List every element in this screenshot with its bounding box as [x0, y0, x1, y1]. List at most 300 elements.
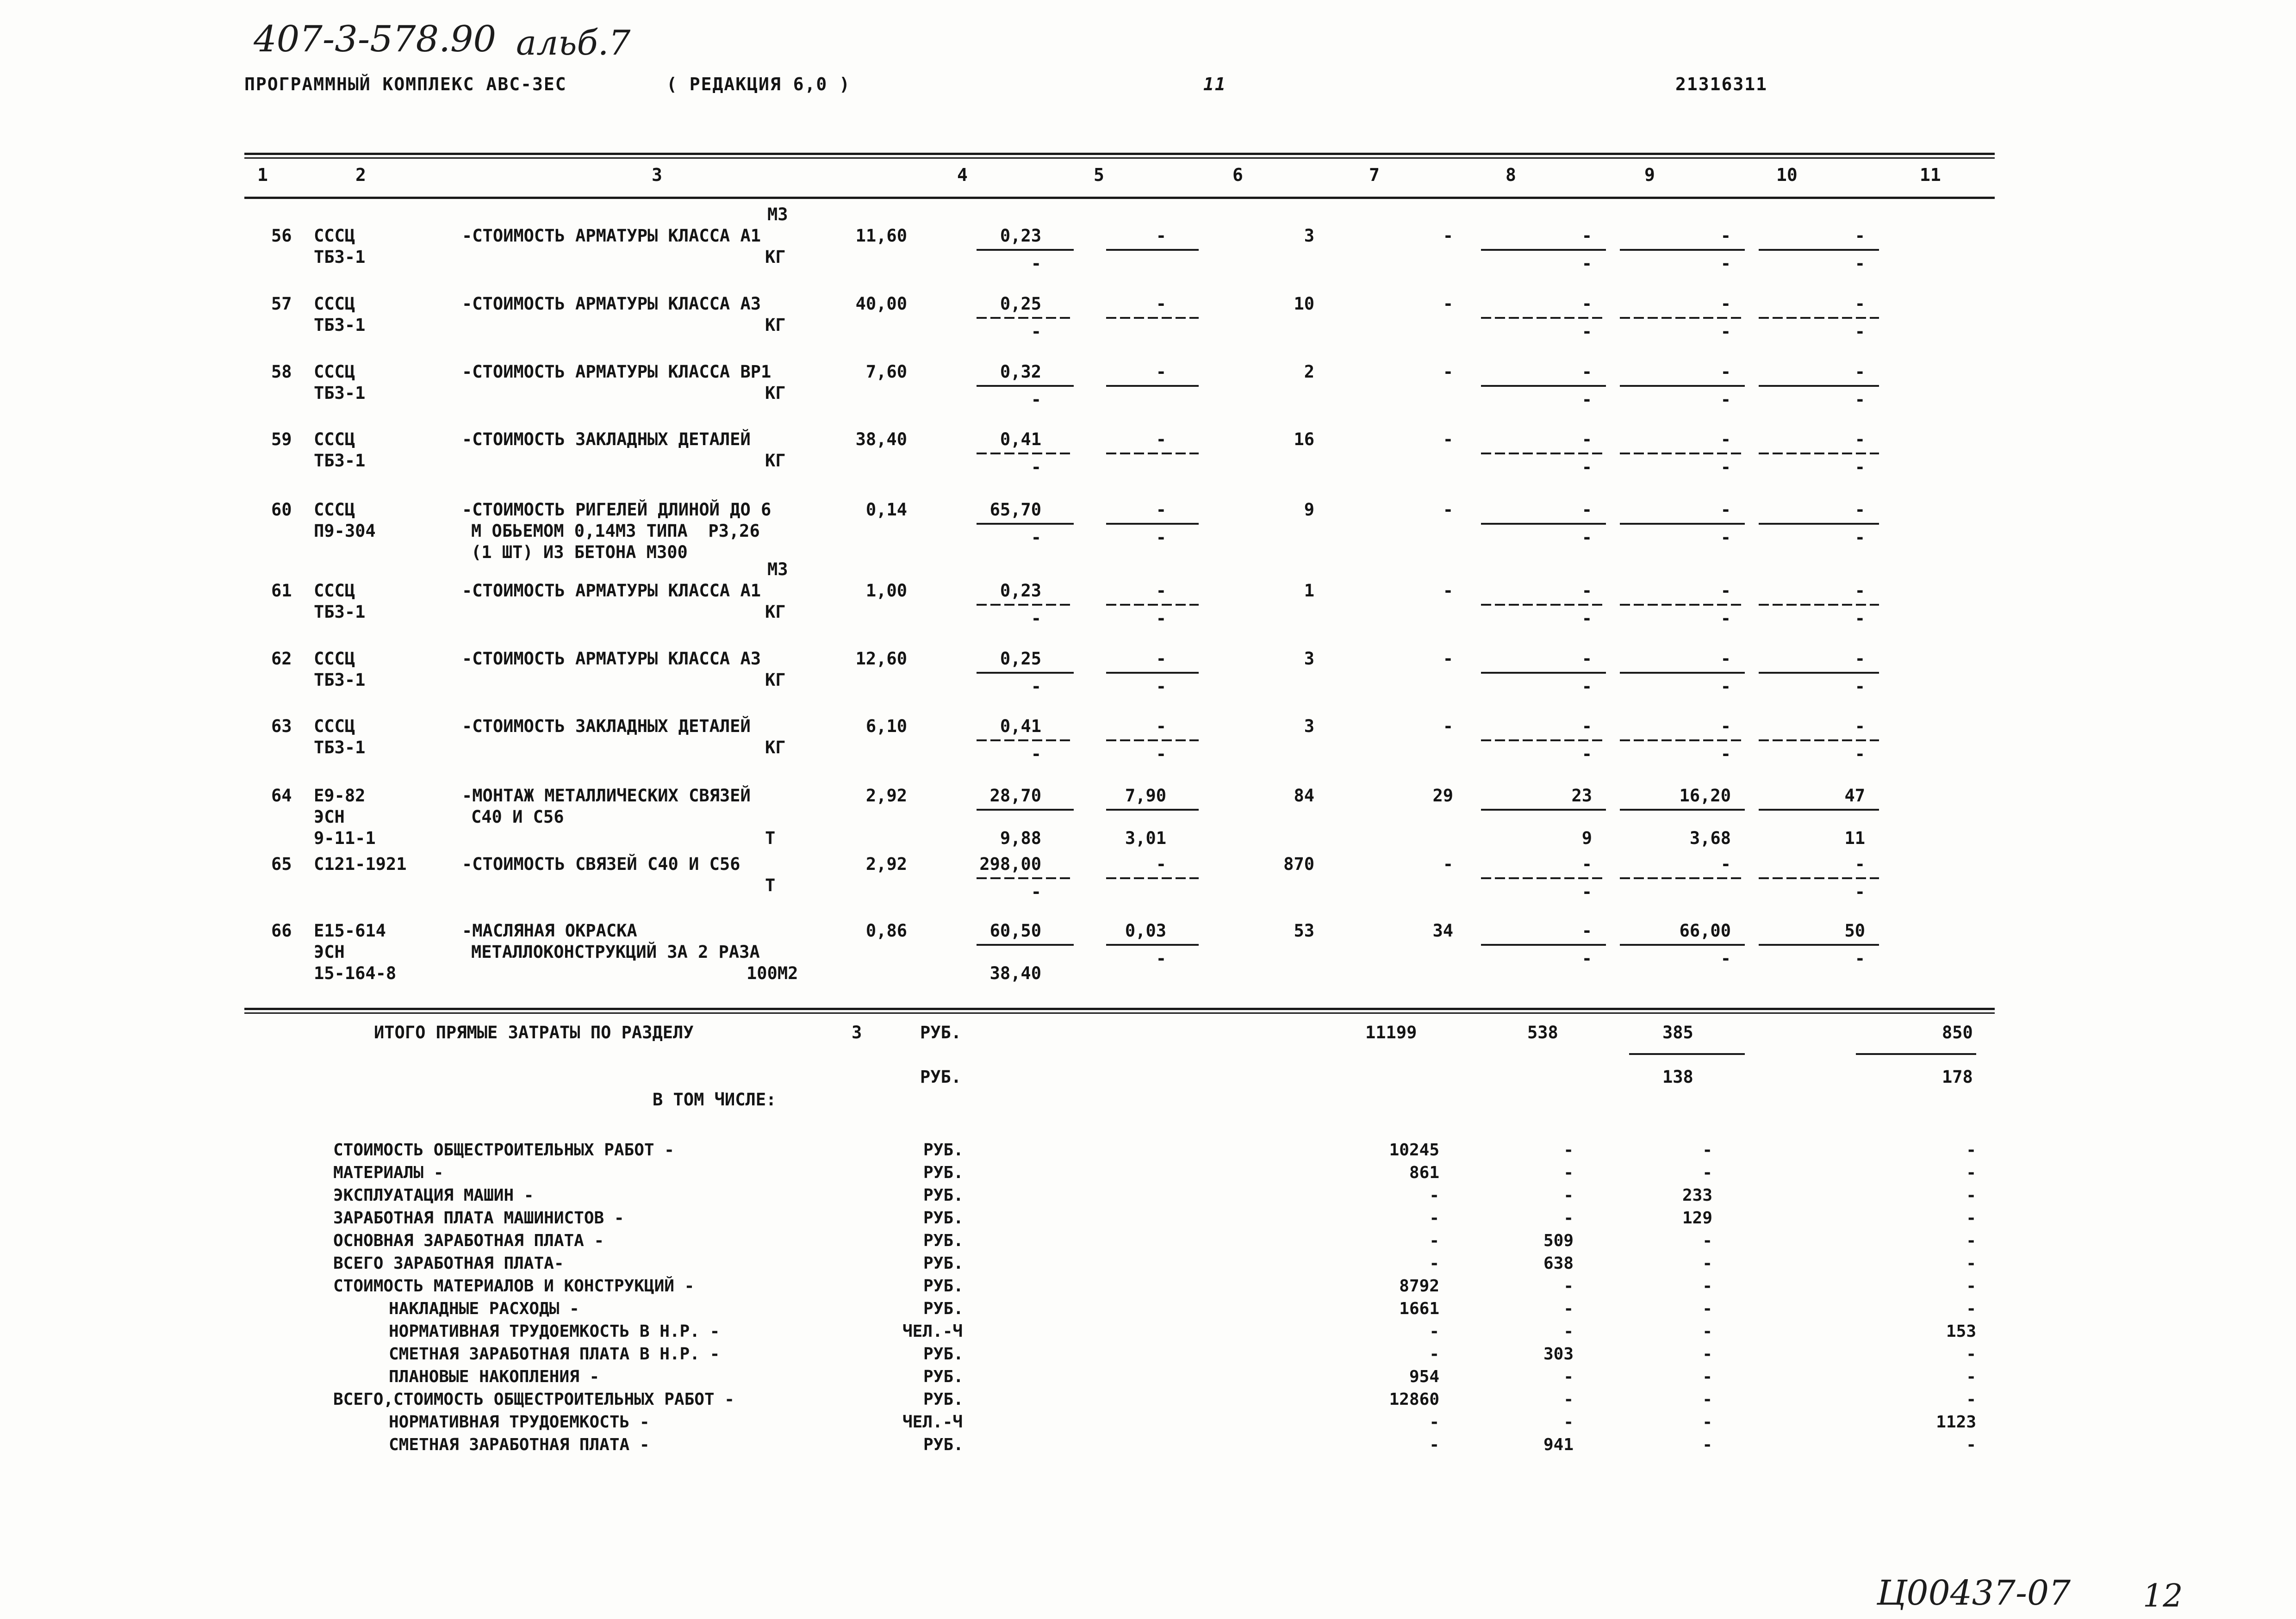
- row-c9-rule: [1481, 944, 1606, 946]
- row-c11b: -: [1854, 949, 1865, 968]
- summary-c11: 153: [1946, 1322, 1976, 1341]
- row-c5-rule: [977, 809, 1074, 811]
- summary-unit: ЧЕЛ.-Ч: [902, 1322, 963, 1341]
- row-c11b: -: [1854, 676, 1865, 696]
- summary-c8: -: [1563, 1322, 1574, 1341]
- summary-label: НОРМАТИВНАЯ ТРУДОЕМКОСТЬ В Н.Р. -: [389, 1322, 720, 1341]
- row-code: СССЦ: [314, 716, 355, 736]
- program-title: ПРОГРАММНЫЙ КОМПЛЕКС АВС-3ЕС: [244, 74, 567, 94]
- row-code: С121-1921: [314, 854, 407, 874]
- row-c6-rule: [1106, 523, 1199, 525]
- row-c6: -: [1156, 716, 1166, 736]
- row-c11-rule: [1759, 453, 1879, 454]
- row-c7: 84: [1294, 786, 1314, 806]
- summary-c9: 233: [1682, 1186, 1712, 1205]
- edition-label: ( РЕДАКЦИЯ 6,0 ): [666, 74, 851, 94]
- row-unit: КГ: [765, 247, 786, 267]
- totals-label: ИТОГО ПРЯМЫЕ ЗАТРАТЫ ПО РАЗДЕЛУ: [374, 1023, 694, 1042]
- row-c4: 40,00: [855, 294, 907, 314]
- summary-c7: 8792: [1399, 1277, 1439, 1296]
- row-c10: -: [1720, 429, 1731, 449]
- row-c9: -: [1581, 362, 1592, 382]
- row-c11-rule: [1759, 317, 1879, 319]
- row-c11: -: [1854, 294, 1865, 314]
- row-c10: -: [1720, 581, 1731, 601]
- row-description: -СТОИМОСТЬ АРМАТУРЫ КЛАССА ВР1: [462, 362, 772, 382]
- row-c5: 0,23: [1000, 226, 1041, 246]
- row-c5-rule: [977, 739, 1074, 741]
- row-c9b: -: [1581, 608, 1592, 628]
- row-c5b: 38,40: [989, 963, 1041, 983]
- summary-c8: 941: [1543, 1435, 1574, 1454]
- row-c6: -: [1156, 294, 1166, 314]
- summary-c9: -: [1702, 1141, 1712, 1160]
- row-c9-rule: [1481, 809, 1606, 811]
- row-c9b: -: [1581, 457, 1592, 477]
- summary-c11: -: [1966, 1277, 1976, 1296]
- row-c10: -: [1720, 716, 1731, 736]
- row-c4: 38,40: [855, 429, 907, 449]
- summary-label: ОСНОВНАЯ ЗАРАБОТНАЯ ПЛАТА -: [333, 1231, 604, 1250]
- row-description: -СТОИМОСТЬ ЗАКЛАДНЫХ ДЕТАЛЕЙ: [462, 716, 751, 736]
- row-c10: 66,00: [1679, 921, 1731, 941]
- summary-unit: РУБ.: [923, 1299, 964, 1318]
- summary-c8: -: [1563, 1141, 1574, 1160]
- sheet-number: 11: [1203, 74, 1226, 94]
- row-c8: -: [1443, 649, 1453, 669]
- summary-unit: РУБ.: [923, 1231, 964, 1250]
- table-bottom-rule-2: [244, 1012, 1995, 1014]
- row-c7: 3: [1304, 716, 1314, 736]
- summary-c11: -: [1966, 1367, 1976, 1386]
- summary-c11: -: [1966, 1186, 1976, 1205]
- row-c11b: -: [1854, 527, 1865, 547]
- col-8: 8: [1506, 165, 1516, 185]
- row-c7: 9: [1304, 500, 1314, 520]
- row-c10: -: [1720, 649, 1731, 669]
- row-c4: 0,14: [865, 500, 907, 520]
- row-code-secondary: ТБЗ-1: [314, 315, 366, 335]
- totals-c11b: 178: [1942, 1067, 1973, 1087]
- row-c9b: -: [1581, 882, 1592, 902]
- row-c9b: -: [1581, 390, 1592, 409]
- row-c4: 6,10: [865, 716, 907, 736]
- row-c10b: -: [1720, 457, 1731, 477]
- summary-c11: -: [1966, 1345, 1976, 1364]
- row-c9: -: [1581, 716, 1592, 736]
- summary-label: ВСЕГО ЗАРАБОТНАЯ ПЛАТА-: [333, 1254, 564, 1273]
- summary-c9: -: [1702, 1322, 1712, 1341]
- row-c10-rule: [1620, 672, 1745, 674]
- row-number: 64: [271, 786, 292, 806]
- row-c8: -: [1443, 429, 1453, 449]
- row-c11-rule: [1759, 739, 1879, 741]
- row-c9-rule: [1481, 453, 1606, 454]
- row-number: 58: [271, 362, 292, 382]
- row-c5-rule: [977, 672, 1074, 674]
- summary-c8: -: [1563, 1163, 1574, 1182]
- row-c8: 29: [1432, 786, 1453, 806]
- totals-c7: 11199: [1365, 1023, 1417, 1042]
- row-c10b: -: [1720, 676, 1731, 696]
- row-c6b: -: [1156, 527, 1166, 547]
- summary-c11: -: [1966, 1435, 1976, 1454]
- row-c10-rule: [1620, 739, 1745, 741]
- summary-c8: 303: [1543, 1345, 1574, 1364]
- row-c4: 12,60: [855, 649, 907, 669]
- summary-c9: -: [1702, 1231, 1712, 1250]
- row-code-tertiary: 15-164-8: [314, 963, 397, 983]
- row-c9: -: [1581, 226, 1592, 246]
- summary-label: ПЛАНОВЫЕ НАКОПЛЕНИЯ -: [389, 1367, 600, 1386]
- row-description: -СТОИМОСТЬ АРМАТУРЫ КЛАССА А1: [462, 581, 761, 601]
- row-c8: -: [1443, 294, 1453, 314]
- row-c6-rule: [1106, 877, 1199, 879]
- row-c8: -: [1443, 362, 1453, 382]
- row-c10b: -: [1720, 254, 1731, 273]
- row-c5: 0,23: [1000, 581, 1041, 601]
- row-c11: -: [1854, 716, 1865, 736]
- row-description: -МАСЛЯНАЯ ОКРАСКА: [462, 921, 637, 941]
- row-c6: 0,03: [1125, 921, 1166, 941]
- col-4: 4: [957, 165, 968, 185]
- col-11: 11: [1920, 165, 1941, 185]
- row-c11b: 11: [1844, 828, 1865, 848]
- row-c4: 0,86: [865, 921, 907, 941]
- row-code: СССЦ: [314, 581, 355, 601]
- row-c6: -: [1156, 581, 1166, 601]
- row-c6: 7,90: [1125, 786, 1166, 806]
- row-unit: Т: [765, 828, 776, 848]
- row-c6b: -: [1156, 949, 1166, 968]
- document-number: 21316311: [1675, 74, 1768, 94]
- summary-c7: -: [1429, 1435, 1439, 1454]
- summary-label: НАКЛАДНЫЕ РАСХОДЫ -: [389, 1299, 579, 1318]
- row-c11-rule: [1759, 672, 1879, 674]
- row-c11-rule: [1759, 385, 1879, 387]
- row-c9b: -: [1581, 949, 1592, 968]
- handwritten-page-number: 12: [2143, 1578, 2183, 1614]
- row-c7: 3: [1304, 226, 1314, 246]
- row-c11-rule: [1759, 604, 1879, 606]
- table-row: [244, 205, 1995, 295]
- summary-c9: -: [1702, 1345, 1712, 1364]
- row-c5-rule: [977, 317, 1074, 319]
- row-c11: 47: [1844, 786, 1865, 806]
- row-c6: -: [1156, 500, 1166, 520]
- row-c10: -: [1720, 226, 1731, 246]
- summary-unit: РУБ.: [923, 1186, 964, 1205]
- row-c7: 53: [1294, 921, 1314, 941]
- row-c7: 16: [1294, 429, 1314, 449]
- table-bottom-rule: [244, 1008, 1995, 1010]
- col-2: 2: [355, 165, 366, 185]
- row-c11b: -: [1854, 322, 1865, 341]
- summary-c7: -: [1429, 1231, 1439, 1250]
- row-c10: -: [1720, 854, 1731, 874]
- summary-c11: -: [1966, 1231, 1976, 1250]
- row-c5-rule: [977, 944, 1074, 946]
- row-c9-rule: [1481, 317, 1606, 319]
- row-c10: -: [1720, 294, 1731, 314]
- row-c4: 11,60: [855, 226, 907, 246]
- summary-c11: -: [1966, 1141, 1976, 1160]
- summary-c9: -: [1702, 1277, 1712, 1296]
- row-c9: -: [1581, 429, 1592, 449]
- summary-unit: РУБ.: [923, 1163, 964, 1182]
- row-c6-rule: [1106, 317, 1199, 319]
- row-c5b: -: [1031, 390, 1041, 409]
- row-c11-rule: [1759, 809, 1879, 811]
- row-code-secondary: ТБЗ-1: [314, 738, 366, 757]
- totals-c9b: 138: [1662, 1067, 1693, 1087]
- summary-label: НОРМАТИВНАЯ ТРУДОЕМКОСТЬ -: [389, 1413, 650, 1432]
- row-c5-rule: [977, 877, 1074, 879]
- row-c9-rule: [1481, 877, 1606, 879]
- col-7: 7: [1369, 165, 1380, 185]
- totals-unit-2: РУБ.: [920, 1067, 962, 1087]
- row-c9-rule: [1481, 385, 1606, 387]
- handwritten-bottom-code: Ц00437-07: [1877, 1573, 2071, 1613]
- summary-c9: 129: [1682, 1209, 1712, 1228]
- summary-c9: -: [1702, 1163, 1712, 1182]
- row-code-secondary: П9-304: [314, 521, 376, 541]
- row-c5: 0,25: [1000, 294, 1041, 314]
- row-c10-rule: [1620, 249, 1745, 251]
- summary-label: СМЕТНАЯ ЗАРАБОТНАЯ ПЛАТА В Н.Р. -: [389, 1345, 720, 1364]
- row-c10-rule: [1620, 604, 1745, 606]
- row-unit: 100М2: [747, 963, 798, 983]
- row-c5b: -: [1031, 527, 1041, 547]
- row-c5b: -: [1031, 322, 1041, 341]
- summary-c7: -: [1429, 1345, 1439, 1364]
- row-c10-rule: [1620, 523, 1745, 525]
- row-c11: -: [1854, 226, 1865, 246]
- row-number: 65: [271, 854, 292, 874]
- row-c10b: -: [1720, 949, 1731, 968]
- row-code: СССЦ: [314, 362, 355, 382]
- row-c7: 870: [1283, 854, 1314, 874]
- summary-c7: 12860: [1389, 1390, 1439, 1409]
- row-c8: -: [1443, 226, 1453, 246]
- summary-unit: РУБ.: [923, 1209, 964, 1228]
- row-c9b: -: [1581, 322, 1592, 341]
- summary-label: МАТЕРИАЛЫ -: [333, 1163, 444, 1182]
- table-row: [244, 786, 1995, 855]
- summary-c7: -: [1429, 1209, 1439, 1228]
- row-number: 60: [271, 500, 292, 520]
- summary-c8: -: [1563, 1277, 1574, 1296]
- row-c5: 28,70: [989, 786, 1041, 806]
- row-description: М ОБЬЕМОМ 0,14М3 ТИПА Р3,26: [471, 521, 760, 541]
- row-c6-rule: [1106, 604, 1199, 606]
- row-c5b: -: [1031, 254, 1041, 273]
- summary-c8: 509: [1543, 1231, 1574, 1250]
- table-row: [244, 559, 1995, 650]
- row-c4: 7,60: [865, 362, 907, 382]
- row-code-tertiary: 9-11-1: [314, 828, 376, 848]
- row-c5b: -: [1031, 457, 1041, 477]
- row-c9-rule: [1481, 672, 1606, 674]
- totals-c8: 538: [1527, 1023, 1558, 1042]
- row-c10-rule: [1620, 877, 1745, 879]
- row-number: 61: [271, 581, 292, 601]
- row-c11b: -: [1854, 882, 1865, 902]
- row-c5-rule: [977, 249, 1074, 251]
- row-unit: КГ: [765, 670, 786, 690]
- row-description: -СТОИМОСТЬ ЗАКЛАДНЫХ ДЕТАЛЕЙ: [462, 429, 751, 449]
- row-c10b: -: [1720, 322, 1731, 341]
- row-c11b: -: [1854, 457, 1865, 477]
- row-c9: -: [1581, 921, 1592, 941]
- row-code: СССЦ: [314, 226, 355, 246]
- row-c9b: -: [1581, 527, 1592, 547]
- row-c6b: -: [1156, 608, 1166, 628]
- table-row: [244, 294, 1995, 363]
- row-code: СССЦ: [314, 649, 355, 669]
- summary-unit: РУБ.: [923, 1435, 964, 1454]
- row-c11b: -: [1854, 254, 1865, 273]
- summary-unit: РУБ.: [923, 1277, 964, 1296]
- row-c9: -: [1581, 649, 1592, 669]
- summary-c7: 861: [1409, 1163, 1439, 1182]
- summary-c9: -: [1702, 1367, 1712, 1386]
- row-description: -СТОИМОСТЬ АРМАТУРЫ КЛАССА А1: [462, 226, 761, 246]
- row-c9: -: [1581, 294, 1592, 314]
- row-c5: 65,70: [989, 500, 1041, 520]
- row-c6-rule: [1106, 672, 1199, 674]
- row-c11-rule: [1759, 249, 1879, 251]
- summary-c8: -: [1563, 1390, 1574, 1409]
- row-c6-rule: [1106, 944, 1199, 946]
- row-c10b: -: [1720, 390, 1731, 409]
- row-description: С40 И С56: [471, 807, 564, 827]
- totals-section: 3: [852, 1023, 862, 1042]
- row-c5-rule: [977, 604, 1074, 606]
- row-c5: 0,41: [1000, 716, 1041, 736]
- row-c6-rule: [1106, 385, 1199, 387]
- row-c7: 2: [1304, 362, 1314, 382]
- totals-c9: 385: [1662, 1023, 1693, 1042]
- row-c9b: -: [1581, 744, 1592, 764]
- row-c5-rule: [977, 385, 1074, 387]
- summary-c7: -: [1429, 1413, 1439, 1432]
- row-c6-rule: [1106, 809, 1199, 811]
- row-description: -МОНТАЖ МЕТАЛЛИЧЕСКИХ СВЯЗЕЙ: [462, 786, 751, 806]
- row-unit: КГ: [765, 602, 786, 622]
- table-row: [244, 500, 1995, 569]
- col-5: 5: [1094, 165, 1104, 185]
- row-c10-rule: [1620, 317, 1745, 319]
- in-total-label: В ТОМ ЧИСЛЕ:: [653, 1090, 777, 1110]
- summary-c7: 10245: [1389, 1141, 1439, 1160]
- summary-c11: -: [1966, 1390, 1976, 1409]
- row-description: -СТОИМОСТЬ РИГЕЛЕЙ ДЛИНОЙ ДО 6: [462, 500, 772, 520]
- row-description: МЕТАЛЛОКОНСТРУКЦИЙ ЗА 2 РАЗА: [471, 942, 760, 962]
- row-c7: 1: [1304, 581, 1314, 601]
- row-number: 57: [271, 294, 292, 314]
- table-row: [244, 429, 1995, 499]
- summary-c7: -: [1429, 1186, 1439, 1205]
- totals-c11-rule: [1856, 1053, 1976, 1055]
- row-number: 56: [271, 226, 292, 246]
- row-number: 62: [271, 649, 292, 669]
- summary-c11: -: [1966, 1254, 1976, 1273]
- row-c5: 0,25: [1000, 649, 1041, 669]
- row-c5-rule: [977, 453, 1074, 454]
- row-c6-rule: [1106, 249, 1199, 251]
- summary-c8: -: [1563, 1209, 1574, 1228]
- table-row: [244, 921, 1995, 990]
- summary-c9: -: [1702, 1390, 1712, 1409]
- row-c11: -: [1854, 581, 1865, 601]
- row-c11: -: [1854, 649, 1865, 669]
- row-code: Е9-82: [314, 786, 366, 806]
- row-c11: -: [1854, 429, 1865, 449]
- table-top-rule-2: [244, 157, 1995, 159]
- summary-c8: -: [1563, 1299, 1574, 1318]
- row-c10b: -: [1720, 527, 1731, 547]
- row-unit: Т: [765, 875, 776, 895]
- summary-c11: -: [1966, 1299, 1976, 1318]
- summary-label: СМЕТНАЯ ЗАРАБОТНАЯ ПЛАТА -: [389, 1435, 650, 1454]
- row-c5b: -: [1031, 608, 1041, 628]
- col-1: 1: [257, 165, 268, 185]
- row-c9: -: [1581, 500, 1592, 520]
- row-c9b: -: [1581, 676, 1592, 696]
- summary-label: ЭКСПЛУАТАЦИЯ МАШИН -: [333, 1186, 534, 1205]
- row-c6: -: [1156, 429, 1166, 449]
- row-c6b: -: [1156, 744, 1166, 764]
- row-code-secondary: ЭСН: [314, 942, 345, 962]
- summary-c7: -: [1429, 1254, 1439, 1273]
- summary-c11: 1123: [1936, 1413, 1976, 1432]
- row-c4: 2,92: [865, 786, 907, 806]
- row-c10: -: [1720, 500, 1731, 520]
- row-c8: 34: [1432, 921, 1453, 941]
- row-code-secondary: ТБЗ-1: [314, 670, 366, 690]
- row-c11: -: [1854, 362, 1865, 382]
- summary-c8: -: [1563, 1367, 1574, 1386]
- summary-unit: РУБ.: [923, 1141, 964, 1160]
- table-row: [244, 362, 1995, 431]
- row-c10: 16,20: [1679, 786, 1731, 806]
- row-code-secondary: ТБЗ-1: [314, 451, 366, 471]
- row-number: 66: [271, 921, 292, 941]
- row-code-secondary: ТБЗ-1: [314, 247, 366, 267]
- row-c5: 0,41: [1000, 429, 1041, 449]
- row-code: СССЦ: [314, 294, 355, 314]
- row-c6: -: [1156, 649, 1166, 669]
- summary-c7: 1661: [1399, 1299, 1439, 1318]
- col-9: 9: [1644, 165, 1655, 185]
- summary-label: ВСЕГО,СТОИМОСТЬ ОБЩЕСТРОИТЕЛЬНЫХ РАБОТ -: [333, 1390, 734, 1409]
- row-c6b: 3,01: [1125, 828, 1166, 848]
- row-c10-rule: [1620, 944, 1745, 946]
- row-c6: -: [1156, 226, 1166, 246]
- row-description: -СТОИМОСТЬ СВЯЗЕЙ С40 И С56: [462, 854, 740, 874]
- row-number: 63: [271, 716, 292, 736]
- row-c6: -: [1156, 854, 1166, 874]
- row-code-secondary: ТБЗ-1: [314, 602, 366, 622]
- summary-c9: -: [1702, 1413, 1712, 1432]
- row-c10-rule: [1620, 809, 1745, 811]
- row-c11b: -: [1854, 744, 1865, 764]
- column-number-row: [244, 165, 1995, 189]
- summary-unit: РУБ.: [923, 1345, 964, 1364]
- row-c8: -: [1443, 500, 1453, 520]
- row-description: -СТОИМОСТЬ АРМАТУРЫ КЛАССА А3: [462, 294, 761, 314]
